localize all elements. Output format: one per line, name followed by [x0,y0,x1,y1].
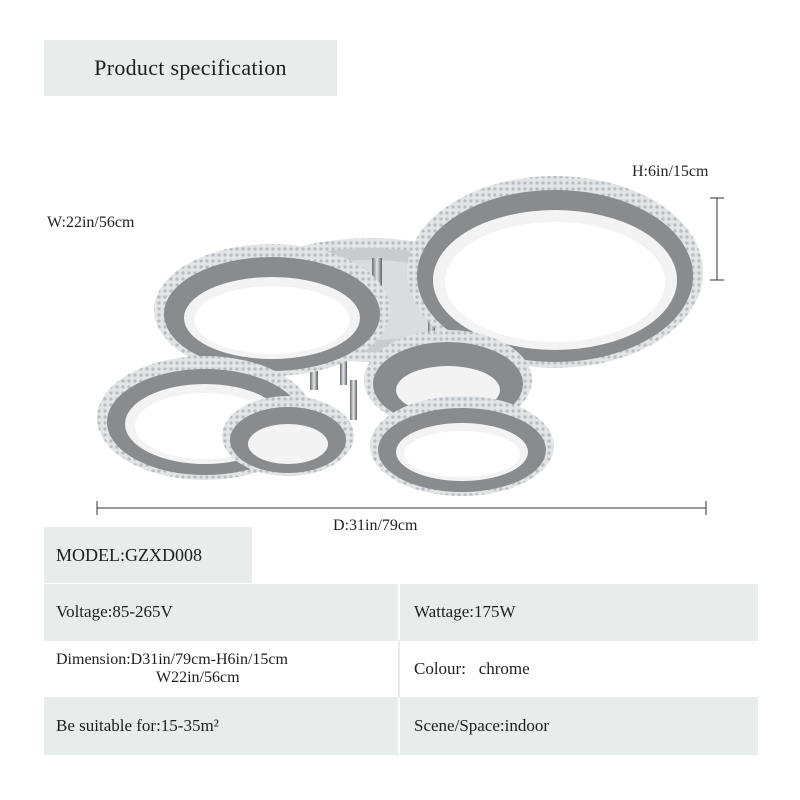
model-label: MODEL:GZXD008 [44,527,252,583]
width-label: W:22in/56cm [47,214,135,231]
ring-medium-left [154,244,390,376]
page-title: Product specification [44,40,337,96]
spec-row [44,641,758,697]
scene-cell: Scene/Space:indoor [414,716,550,735]
suitable-cell: Be suitable for:15-35m² [44,698,400,754]
spec-row [44,698,758,754]
ring-front-right [370,396,554,496]
wattage-cell: Wattage:175W [414,602,516,621]
dimension-arrow-vertical [710,198,724,280]
spec-table [44,584,758,755]
dimension-arrow-horizontal [97,501,706,515]
dimension-line2: W22in/56cm [156,669,240,686]
spec-row [44,584,758,640]
ring-small-center [222,396,354,476]
voltage-cell: Voltage:85-265V [44,584,400,640]
diameter-label: D:31in/79cm [333,517,418,534]
dimension-cell [44,641,400,697]
height-label: H:6in/15cm [632,163,709,180]
colour-cell: Colour: chrome [414,659,530,678]
dimension-line1: Dimension:D31in/79cm-H6in/15cm [56,651,288,668]
